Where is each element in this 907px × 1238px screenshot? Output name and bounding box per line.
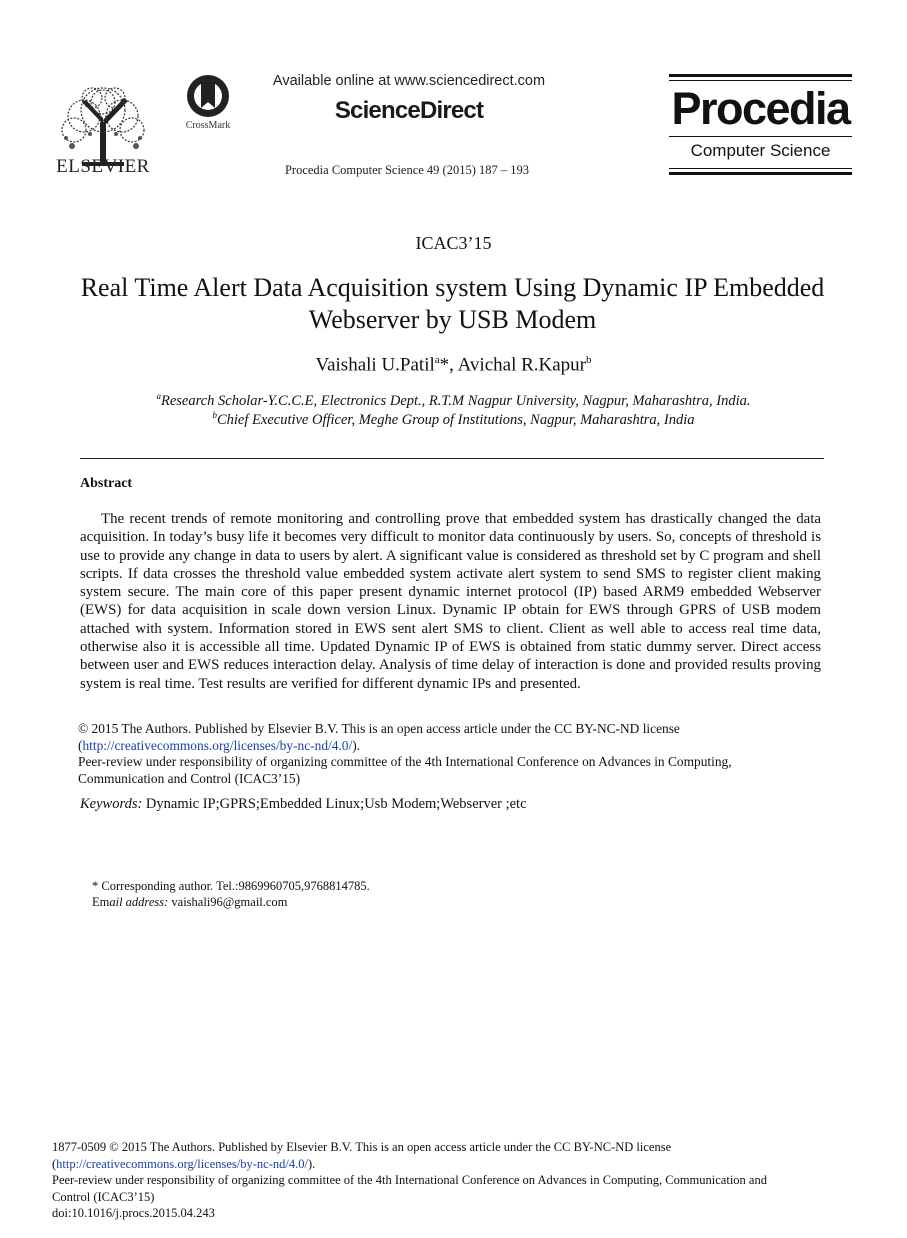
bottom-peer-review: Control (ICAC3’15) (52, 1189, 155, 1204)
license-link[interactable]: http://creativecommons.org/licenses/by-nc-nd/4.0/ (82, 737, 353, 753)
available-online-text: Available online at www.sciencedirect.com (272, 73, 546, 89)
peer-review-line: Peer-review under responsibility of organizing committee of the 4th International Conference on Advances in Computing, (78, 754, 732, 769)
corresponding-author-note: * Corresponding author. Tel.:9869960705,9768814785. (92, 879, 370, 893)
license-notice (78, 721, 828, 787)
section-divider (80, 458, 824, 459)
procedia-subtitle: Computer Science (690, 141, 831, 160)
affil-mark: a (156, 391, 161, 401)
bottom-license-link[interactable]: http://creativecommons.org/licenses/by-nc-nd/4.0/ (56, 1156, 308, 1171)
abstract-body: The recent trends of remote monitoring and controlling prove that embedded system has drastically changed the data acquisition. In today’s busy life it becomes very difficult to monitor data continuously by users. So, concepts of threshold is use to provide any change in data to users by alert. A significant value is considered as threshold set by C program and shell scripts. If data crosses the threshold value embedded system activate alert system to send SMS to register client making system secure. The main core of this paper present dynamic internet protocol (IP) based ARM9 embedded Webserver (EWS) for data acquisition in scale down version Linux. Dynamic IP obtain for EWS through GPRS of USB modem attached with system. Information stored in EWS sent alert SMS to client. Client as well able to access real time data, otherwise also it is accessible all time. Updated Dynamic IP of EWS is obtained from static dummy server. Direct access between user and EWS reduces interaction delay. Analysis of time delay of interaction is done and provided results proving system is real time. Test results are verified for different dynamic IPs and presented. (80, 511, 821, 692)
paper-title: Real Time Alert Data Acquisition system Using Dynamic IP Embedded Webserver by USB Modem (80, 273, 825, 334)
procedia-rule-top-2 (669, 80, 852, 81)
sciencedirect-brand: ScienceDirect (334, 97, 484, 124)
affil-text: Chief Executive Officer, Meghe Group of Institutions, Nagpur, Maharashtra, India (216, 411, 695, 428)
author-affil-mark: a (434, 354, 440, 366)
email-address[interactable]: vaishali96@gmail.com (171, 895, 288, 909)
procedia-rule-bottom-1 (669, 168, 852, 169)
procedia-rule-bottom-2 (669, 172, 852, 175)
procedia-logo (669, 74, 852, 176)
copyright-line: © 2015 The Authors. Published by Elsevier B.V. This is an open access article under the CC BY-NC-ND license (78, 721, 680, 736)
email-prefix: Em (92, 895, 110, 909)
email-note (92, 895, 287, 910)
license-link-line (78, 738, 828, 755)
keywords-label: Keywords: (80, 796, 143, 812)
procedia-title: Procedia (671, 83, 850, 134)
email-label: ail address: (109, 895, 169, 909)
procedia-rule-mid (669, 136, 852, 137)
corresponding-mark[interactable]: * (439, 354, 450, 376)
conference-name: ICAC3’15 (415, 233, 492, 253)
affiliation (0, 410, 907, 429)
author-name: Vaishali U.Patil (315, 354, 435, 376)
paren-open: ( (52, 1156, 57, 1171)
author-separator: , (449, 354, 458, 376)
paren-open: ( (78, 737, 83, 753)
doi[interactable]: doi:10.1016/j.procs.2015.04.243 (52, 1206, 215, 1221)
procedia-rule-top-1 (669, 74, 852, 77)
affiliation (0, 391, 907, 410)
affil-mark: b (212, 410, 217, 420)
keywords (80, 796, 527, 813)
paren-close: ). (352, 737, 361, 753)
keywords-text: Dynamic IP;GPRS;Embedded Linux;Usb Modem;Webserver ;etc (145, 796, 527, 812)
abstract-heading: Abstract (80, 476, 133, 491)
author-name: Avichal R.Kapur (457, 354, 586, 376)
bottom-peer-review: Peer-review under responsibility of organizing committee of the 4th International Conference on Advances in Computing, Communication and (52, 1173, 767, 1188)
journal-citation: Procedia Computer Science 49 (2015) 187 – 193 (284, 163, 530, 177)
bottom-link-line (52, 1156, 842, 1173)
issn-line: 1877-0509 © 2015 The Authors. Published by Elsevier B.V. This is an open access article under the CC BY-NC-ND license (52, 1140, 672, 1154)
affil-text: Research Scholar-Y.C.C.E, Electronics Dept., R.T.M Nagpur University, Nagpur, Maharashtra, India. (161, 392, 751, 409)
crossmark-label: CrossMark (185, 120, 231, 131)
bottom-license (52, 1139, 842, 1222)
author-affil-mark: b (586, 354, 592, 366)
author-list (0, 354, 907, 376)
elsevier-wordmark: ELSEVIER (56, 156, 150, 177)
paren-close: ). (307, 1156, 316, 1171)
peer-review-line: Communication and Control (ICAC3’15) (78, 770, 301, 786)
